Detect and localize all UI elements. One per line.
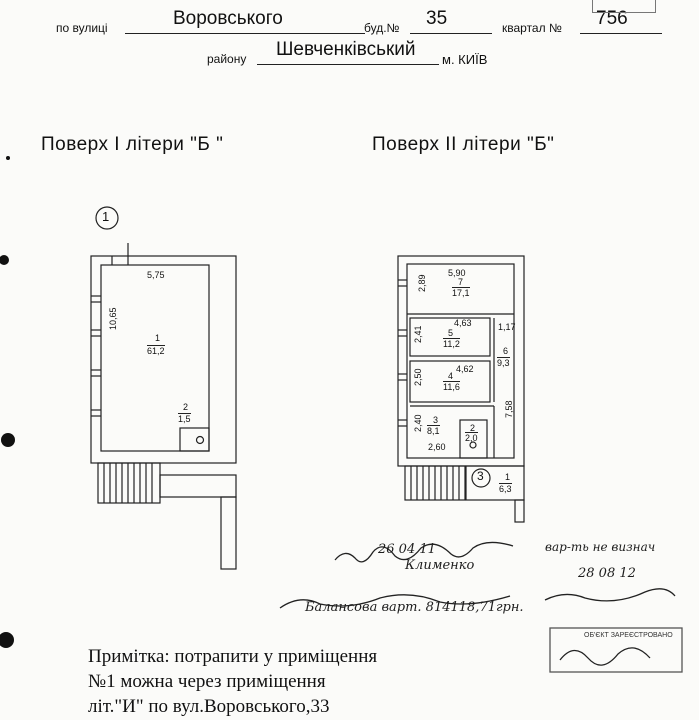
room4-area: 11,6 (443, 382, 460, 392)
room3-num: 3 (433, 415, 439, 425)
room3-bottom-dim: 2,60 (428, 442, 446, 452)
floor1-top-dim: 5,75 (147, 270, 165, 280)
floor1-wc-icon (197, 437, 204, 444)
floor1-plan (91, 207, 236, 569)
note-block (88, 644, 377, 719)
city: м. КИЇВ (442, 52, 488, 67)
floor1-room2-num: 2 (183, 402, 189, 412)
street-label: по вулиці (56, 21, 108, 35)
signature-4 (560, 648, 650, 665)
floor1-side-dim: 10,65 (108, 307, 118, 330)
note-line-3: літ."И" по вул.Воровського,33 (88, 696, 330, 717)
room7-top-dim: 5,90 (448, 268, 466, 278)
handwritten-name: Клименко (405, 558, 475, 573)
handwritten-right-date: 28 08 12 (578, 566, 636, 581)
scan-specks (0, 156, 15, 648)
floor1-outer-wall (91, 256, 236, 463)
room5-top-dim: 4,63 (454, 318, 472, 328)
handwritten-right-note: вар-ть не визнач (545, 540, 656, 554)
room3-area: 8,1 (427, 426, 440, 436)
room7-side-dim: 2,89 (417, 274, 427, 292)
handwritten-date: 26 04 11 (378, 542, 436, 557)
district-value: Шевченківський (276, 39, 416, 60)
note-line-2: №1 можна через приміщення (88, 671, 326, 692)
note-line-1: Примітка: потрапити у приміщення (88, 646, 378, 667)
room6-top-dim: 1,17 (498, 322, 516, 332)
registration-stamp-text: ОБ'ЄКТ ЗАРЕЄСТРОВАНО (584, 632, 673, 639)
floor1-room1-num: 1 (155, 333, 161, 343)
floor1-room1-outline (101, 265, 209, 451)
building-label: буд.№ (364, 21, 400, 35)
floor1-title: Поверх I літери "Б " (41, 134, 224, 155)
quarter-value: 756 (596, 8, 628, 29)
room7-area: 17,1 (452, 288, 470, 298)
room5-side-dim: 2,41 (413, 325, 423, 343)
room5-area: 11,2 (443, 339, 460, 349)
room2-area: 2,0 (465, 433, 478, 443)
handwritten-cost-note: Балансова варт. 814118,71грн. (305, 600, 524, 615)
quarter-label: квартал № (502, 21, 562, 35)
room7-num: 7 (458, 277, 464, 287)
floor1-marker: 1 (102, 209, 110, 224)
district-label: району (207, 52, 247, 66)
floor2-marker: 3 (477, 469, 484, 483)
room4-num: 4 (448, 371, 454, 381)
room4-side-dim: 2,50 (413, 368, 423, 386)
floor2-title: Поверх II літери "Б" (372, 134, 555, 155)
floor1-room2-outline (180, 428, 209, 451)
room3-side-dim: 2,40 (413, 414, 423, 432)
room1-num: 1 (505, 472, 511, 482)
room1-area: 6,3 (499, 484, 512, 494)
street-value: Воровського (173, 8, 283, 29)
floor1-room2-area: 1,5 (178, 414, 191, 424)
room6-area: 9,3 (497, 358, 510, 368)
signature-3 (545, 589, 675, 601)
room6-side-dim: 7,58 (504, 400, 514, 418)
room6-num: 6 (503, 346, 509, 356)
floor1-room1-area: 61,2 (147, 346, 165, 356)
room4-top-dim: 4,62 (456, 364, 474, 374)
building-value: 35 (426, 8, 448, 29)
room2-num: 2 (470, 423, 476, 433)
room5-num: 5 (448, 328, 454, 338)
